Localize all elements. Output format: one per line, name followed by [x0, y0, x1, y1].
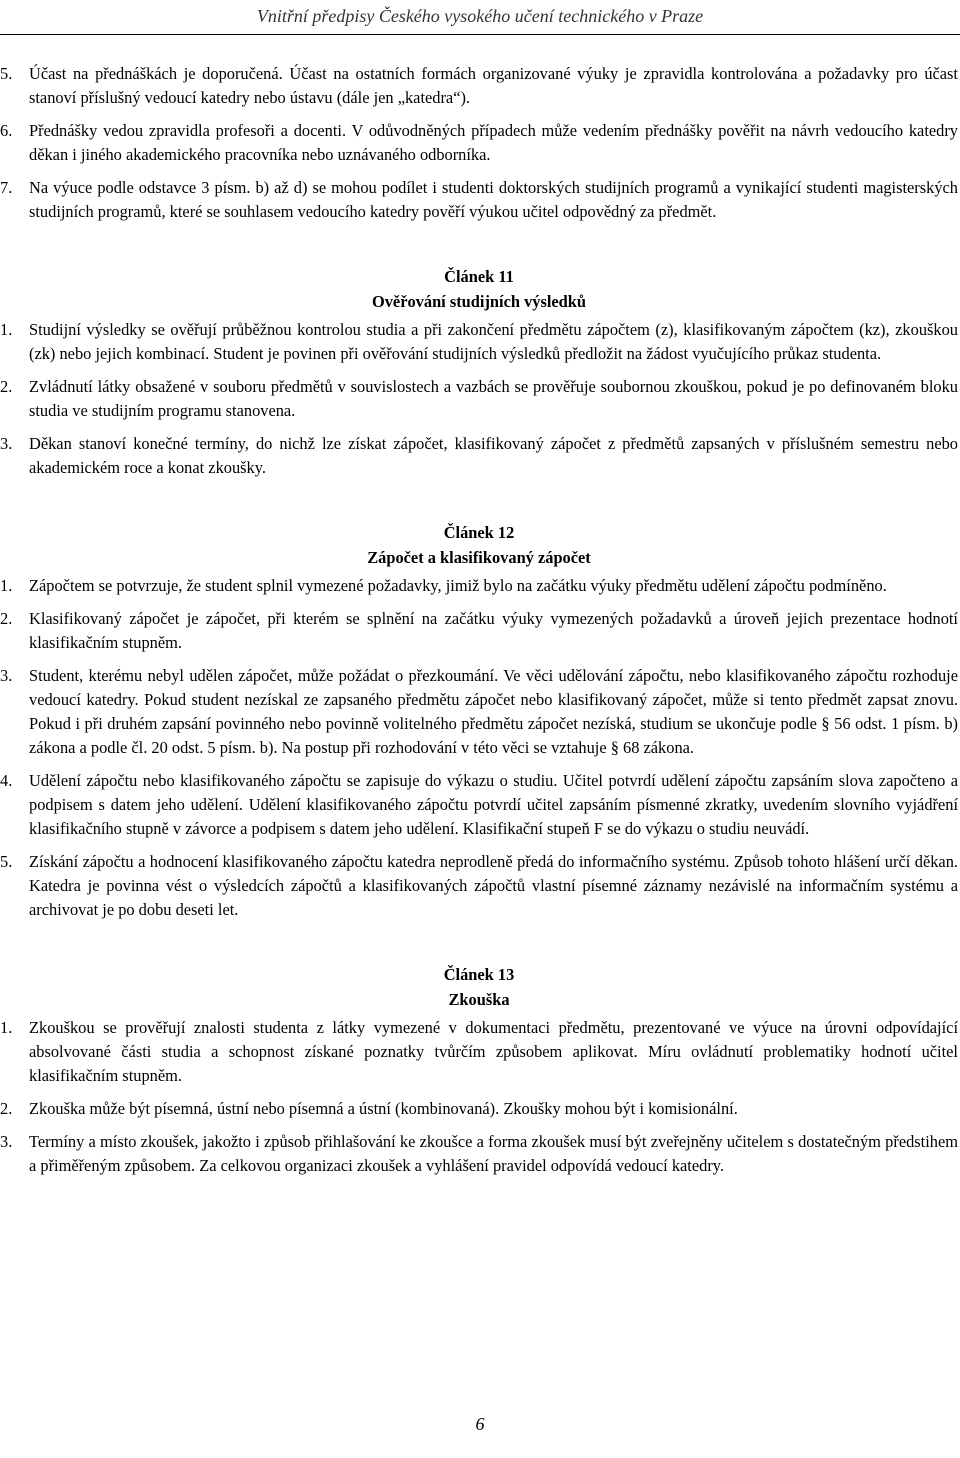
article-11-paragraph-3: [0, 432, 958, 480]
article-title: Ověřování studijních výsledků: [371, 292, 587, 311]
article-12-paragraph-4: [0, 769, 958, 841]
paragraph-text: Zkouška může být písemná, ústní nebo písemná a ústní (kombinovaná). Zkoušky mohou být i komisionální.: [29, 1099, 738, 1118]
paragraph-number: 3.: [0, 1132, 13, 1151]
paragraph-number: 4.: [0, 771, 13, 790]
paragraph-text: Udělení zápočtu nebo klasifikovaného zápočtu se zapisuje do výkazu o studiu. Učitel potvrdí udělení zápočtu zapsáním slova započteno a podpisem s datem jeho udělení. Udělení klasifikovaného zápočtu potvrdí učitel zapsáním písmenné zkratky, uvedením slovního vyjádření klasifikačního stupně v závorce a podpisem s datem jeho udělení. Klasifikační stupeň F se do výkazu o studiu neuvádí.: [29, 771, 958, 838]
paragraph-text: Zápočtem se potvrzuje, že student splnil vymezené požadavky, jimiž bylo na začátku výuky předmětu udělení zápočtu podmíněno.: [29, 576, 887, 595]
paragraph-number: 2.: [0, 377, 13, 396]
paragraph-number: 1.: [0, 320, 13, 339]
article-11-paragraph-2: [0, 375, 958, 423]
article-12-paragraph-3: [0, 664, 958, 760]
document-body: [0, 62, 958, 1187]
paragraph-text: Klasifikovaný zápočet je zápočet, při kterém se splnění na začátku výuky vymezených požadavků a úroveň jejich prezentace hodnotí klasifikačním stupněm.: [29, 609, 958, 652]
paragraph-number: 1.: [0, 1018, 13, 1037]
article-number: Článek 12: [443, 523, 515, 542]
article-12-heading: [0, 520, 958, 570]
article-12-paragraph-5: [0, 850, 958, 922]
header-divider: [0, 34, 960, 35]
paragraph-number: 6.: [0, 121, 13, 140]
paragraph-text: Přednášky vedou zpravidla profesoři a docenti. V odůvodněných případech může vedením přednášky pověřit na návrh vedoucího katedry děkan i jiného akademického pracovníka nebo uznávaného odborníka.: [29, 121, 958, 164]
article-title: Zkouška: [448, 990, 510, 1009]
paragraph-text: Na výuce podle odstavce 3 písm. b) až d) se mohou podílet i studenti doktorských studijních programů a vynikající studenti magisterských studijních programů, které se souhlasem vedoucího katedry pověří výukou učitel odpovědný za předmět.: [29, 178, 958, 221]
article-title: Zápočet a klasifikovaný zápočet: [367, 548, 591, 567]
paragraph-5: [0, 62, 958, 110]
paragraph-number: 2.: [0, 1099, 13, 1118]
paragraph-text: Zvládnutí látky obsažené v souboru předmětů v souvislostech a vazbách se prověřuje soubornou zkouškou, pokud je po definovaném bloku studia ve studijním programu stanovena.: [29, 377, 958, 420]
paragraph-6: [0, 119, 958, 167]
article-number: Článek 13: [443, 965, 515, 984]
paragraph-number: 2.: [0, 609, 13, 628]
paragraph-text: Termíny a místo zkoušek, jakožto i způsob přihlašování ke zkoušce a forma zkoušek musí být zveřejněny učitelem s dostatečným předstihem a přiměřeným způsobem. Za celkovou organizaci zkoušek a vyhlášení pravidel odpovídá vedoucí katedry.: [29, 1132, 958, 1175]
paragraph-text: Účast na přednáškách je doporučená. Účast na ostatních formách organizované výuky je zpravidla kontrolována a požadavky pro účast stanoví příslušný vedoucí katedry nebo ústavu (dále jen „katedra“).: [29, 64, 958, 107]
paragraph-number: 7.: [0, 178, 13, 197]
paragraph-text: Zkouškou se prověřují znalosti studenta z látky vymezené v dokumentaci předmětu, prezentované ve výuce na úrovni odpovídající absolvované části studia a schopnost získané poznatky tvůrčím způsobem aplikovat. Míru ovládnutí problematiky hodnotí učitel klasifikačním stupněm.: [29, 1018, 958, 1085]
paragraph-text: Studijní výsledky se ověřují průběžnou kontrolou studia a při zakončení předmětu zápočtem (z), klasifikovaným zápočtem (kz), zkouškou (zk) nebo jejich kombinací. Student je povinen při ověřování studijních výsledků předložit na žádost vyučujícího průkaz studenta.: [29, 320, 958, 363]
article-number: Článek 11: [444, 267, 514, 286]
paragraph-number: 1.: [0, 576, 13, 595]
article-13-paragraph-3: [0, 1130, 958, 1178]
page-number: 6: [475, 1414, 485, 1434]
paragraph-number: 5.: [0, 852, 13, 871]
paragraph-number: 3.: [0, 666, 13, 685]
paragraph-number: 5.: [0, 64, 13, 83]
article-13-paragraph-2: [0, 1097, 958, 1121]
paragraph-7: [0, 176, 958, 224]
article-11-paragraph-1: [0, 318, 958, 366]
article-11-heading: [0, 264, 958, 314]
page-header: Vnitřní předpisy Českého vysokého učení technického v Praze: [256, 6, 704, 26]
article-12-paragraph-2: [0, 607, 958, 655]
paragraph-text: Získání zápočtu a hodnocení klasifikovaného zápočtu katedra neprodleně předá do informačního systému. Způsob tohoto hlášení určí děkan. Katedra je povinna vést o výsledcích zápočtů a klasifikovaných zápočtů vlastní písemné záznamy nezávislé na informačním systému a archivovat je po dobu deseti let.: [29, 852, 958, 919]
article-13-paragraph-1: [0, 1016, 958, 1088]
article-12-paragraph-1: [0, 574, 958, 598]
paragraph-text: Děkan stanoví konečné termíny, do nichž lze získat zápočet, klasifikovaný zápočet z předmětů zapsaných v příslušném semestru nebo akademickém roce a konat zkoušky.: [29, 434, 958, 477]
article-13-heading: [0, 962, 958, 1012]
paragraph-text: Student, kterému nebyl udělen zápočet, může požádat o přezkoumání. Ve věci udělování zápočtu, nebo klasifikovaného zápočtu rozhoduje vedoucí katedry. Pokud student nezískal ze zapsaného předmětu zápočet nebo klasifikovaný zápočet, může si tento předmět zapsat znovu. Pokud i při druhém zapsání povinného nebo povinně volitelného předmětu zápočet nezíská, studium se ukončuje podle § 56 odst. 1 písm. b) zákona a podle čl. 20 odst. 5 písm. b). Na postup při rozhodování v této věci se vztahuje § 68 zákona.: [29, 666, 958, 757]
paragraph-number: 3.: [0, 434, 13, 453]
